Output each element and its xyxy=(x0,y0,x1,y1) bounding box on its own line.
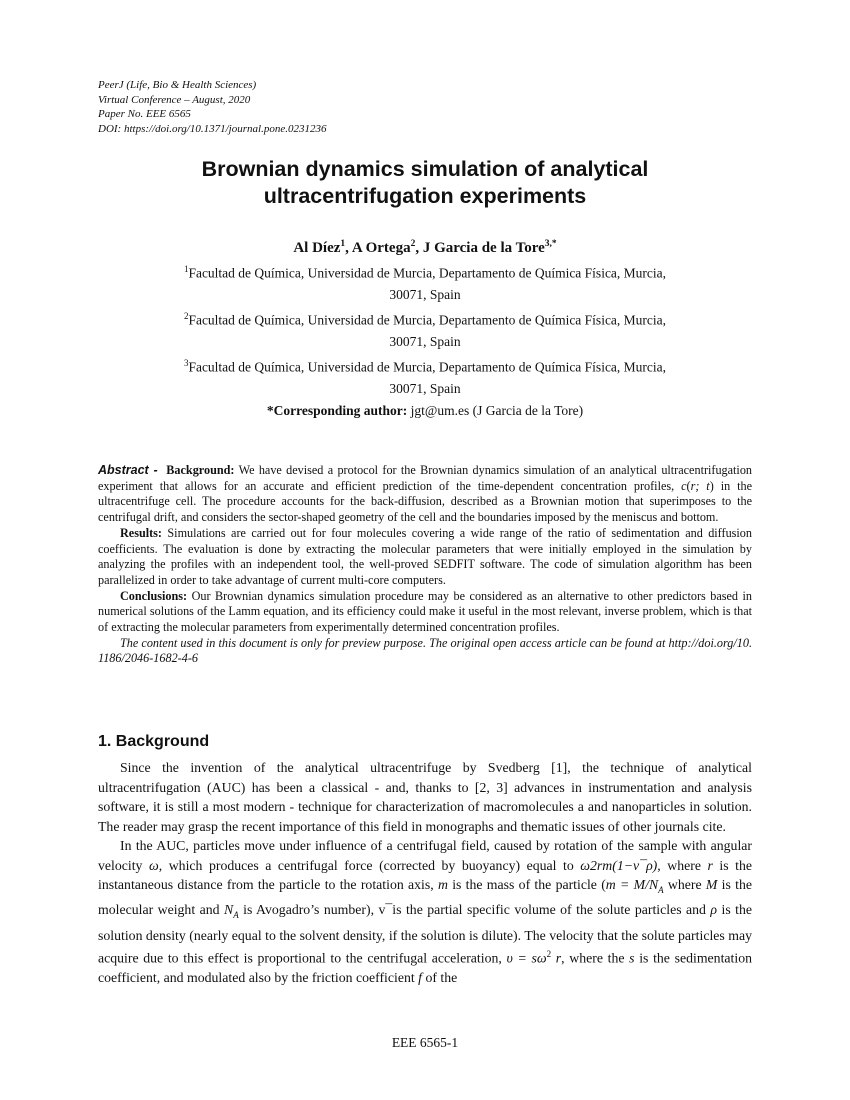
body-text: is the instantaneous distance from the particle to the rotation axis, xyxy=(98,857,752,892)
affiliation-postal: 30071, Spain xyxy=(389,287,461,303)
background-label: Background: xyxy=(166,463,235,477)
affiliation-text: Facultad de Química, Universidad de Murcia, Departamento de Química Física, Murcia, xyxy=(188,265,667,281)
abstract-text: Simulations are carried out for four molecules covering a wide range of the ratio of sedimentation and diffusion coefficients. The evaluation is done by extracting the molecular parameters that were initially employed in the simulation by analyzing the profiles with an independent tool, the well-proved SEDFIT software. The code of simulation algorithm has been parallelized in order to take advantage of current multi-core computers. xyxy=(98,525,752,587)
preview-note xyxy=(98,636,752,667)
body-text: is the sedimentation coefficient, and modulated also by the friction coefficient xyxy=(98,950,752,986)
publication-meta xyxy=(98,78,326,136)
affiliation-postal: 30071, Spain xyxy=(389,381,461,397)
abstract-text: We have devised a protocol for the Brownian dynamics simulation of an analytical ultracentrifugation experiment that allows for an accurate and efficient prediction of the time-dependent concentration profiles, xyxy=(98,463,753,493)
affiliation-marker: 3 xyxy=(183,357,189,368)
author-1: Al Díez xyxy=(293,240,341,256)
abstract-results xyxy=(98,526,752,589)
results-label: Results: xyxy=(120,525,162,540)
body-text: where xyxy=(663,877,706,892)
conclusions-label: Conclusions: xyxy=(120,588,188,603)
math-symbol: ρ xyxy=(710,902,718,918)
body-text: is the molecular weight and xyxy=(98,877,753,918)
author-3: J Garcia de la Tore xyxy=(422,240,545,256)
body-text: , where xyxy=(657,857,708,873)
page-number: EEE 6565-1 xyxy=(391,1035,459,1050)
affiliation-text: Facultad de Química, Universidad de Murcia, Departamento de Química Física, Murcia, xyxy=(188,312,667,328)
section-body xyxy=(98,758,752,988)
affiliation-3 xyxy=(140,353,710,400)
body-text: , where the xyxy=(561,950,630,966)
math-symbol: r; t xyxy=(690,478,710,493)
abstract xyxy=(98,463,752,667)
affiliation-text: Facultad de Química, Universidad de Murcia, Departamento de Química Física, Murcia, xyxy=(188,359,667,375)
author-2-affil: 2 xyxy=(410,239,416,249)
math-symbol: c xyxy=(681,478,687,493)
abstract-text: Our Brownian dynamics simulation procedure may be considered as an alternative to other predictors based in numerical solutions of the Lamm equation, and its efficiency could make it useful in the most relevant, inverse problem, which is that of extracting the molecular parameters from experimentally determined concentration profiles. xyxy=(98,588,752,635)
affiliation-marker: 2 xyxy=(183,310,189,321)
math-symbol: r xyxy=(707,857,713,873)
abstract-conclusions xyxy=(98,589,752,636)
body-text: of the xyxy=(422,970,458,986)
paragraph-1: Since the invention of the analytical ultracentrifuge by Svedberg [1], the technique of analytical ultracentrifugation (AUC) has been a classical - and, thanks to [2, 3] advances in instrumentation and analysis software, it is still a most modern - technique for characterization of macromolecules a and nanoparticles in solution. The reader may grasp the recent importance of this field in monographs and thematic issues of other journals cite. xyxy=(98,760,752,834)
doi-link[interactable]: DOI: https://doi.org/10.1371/journal.pone.0231236 xyxy=(98,122,327,135)
title-line-1: Brownian dynamics simulation of analytical xyxy=(201,157,649,181)
corresponding-email[interactable]: jgt@um.es (J Garcia de la Tore) xyxy=(407,402,584,418)
section-heading: 1. Background xyxy=(98,733,210,750)
abstract-text: ( xyxy=(686,478,691,493)
journal-name: PeerJ (Life, Bio & Health Sciences) xyxy=(98,79,257,91)
author-2: A Ortega xyxy=(351,240,411,256)
math-superscript: 2 xyxy=(546,949,552,959)
paper-number: Paper No. EEE 6565 xyxy=(98,108,191,120)
math-formula: ω2rm(1−v¯ρ) xyxy=(580,857,658,873)
author-separator: , xyxy=(345,240,352,256)
math-symbol: N xyxy=(224,902,234,918)
body-text: is Avogadro’s number), v¯is the partial specific volume of the solute particles and xyxy=(238,902,711,918)
preview-note-text[interactable]: The content used in this document is only for preview purpose. The original open access article can be found at http://doi.org/10.1186/2046-1682-4-6 xyxy=(98,635,752,666)
author-separator: , xyxy=(415,240,423,256)
math-symbol: ω xyxy=(148,857,159,873)
math-subscript: A xyxy=(658,884,664,895)
corresponding-author xyxy=(140,400,710,422)
math-formula: υ = sω xyxy=(506,950,547,966)
author-1-affil: 1 xyxy=(340,239,346,249)
math-formula: m = M/N xyxy=(605,877,659,892)
author-list xyxy=(98,234,752,258)
paper-title xyxy=(120,156,730,210)
paragraph-2 xyxy=(98,836,752,988)
title-line-2: ultracentrifugation experiments xyxy=(263,184,587,208)
affiliation-2 xyxy=(140,306,710,353)
body-text: is the solution density (nearly equal to the solvent density, if the solution is dilute). The velocity that the solute particles may acquire due to this effect is proportional to the centrifugal acceleration, xyxy=(98,902,752,966)
body-text: In the AUC, particles move under influence of a centrifugal field, caused by rotation of the sample with angular velocity xyxy=(98,838,752,873)
affiliation-1 xyxy=(140,259,710,306)
math-subscript: A xyxy=(233,910,239,920)
math-symbol: f xyxy=(418,970,422,986)
math-formula: r xyxy=(551,950,562,966)
affiliation-postal: 30071, Spain xyxy=(389,334,461,350)
author-3-affil: 3,* xyxy=(544,239,557,249)
body-text: is the mass of the particle ( xyxy=(447,877,606,892)
corresponding-label: *Corresponding author: xyxy=(266,402,408,418)
abstract-label: Abstract - xyxy=(98,463,158,477)
math-symbol: M xyxy=(705,877,718,892)
conference-info: Virtual Conference – August, 2020 xyxy=(98,93,251,106)
abstract-text: ) in the ultracentrifuge cell. The procedure accounts for the back-diffusion, described as a Brownian motion that superimposes to the centrifugal drift, and considers the sector-shaped geometry of the cell and the boundaries imposed by the meniscus and bottom. xyxy=(98,478,752,525)
math-symbol: s xyxy=(629,950,635,966)
body-text: , which produces a centrifugal force (corrected by buoyancy) equal to xyxy=(158,857,581,873)
abstract-background xyxy=(98,463,752,526)
affiliation-marker: 1 xyxy=(183,264,189,274)
affiliation-list xyxy=(140,259,710,421)
math-symbol: m xyxy=(437,877,448,892)
